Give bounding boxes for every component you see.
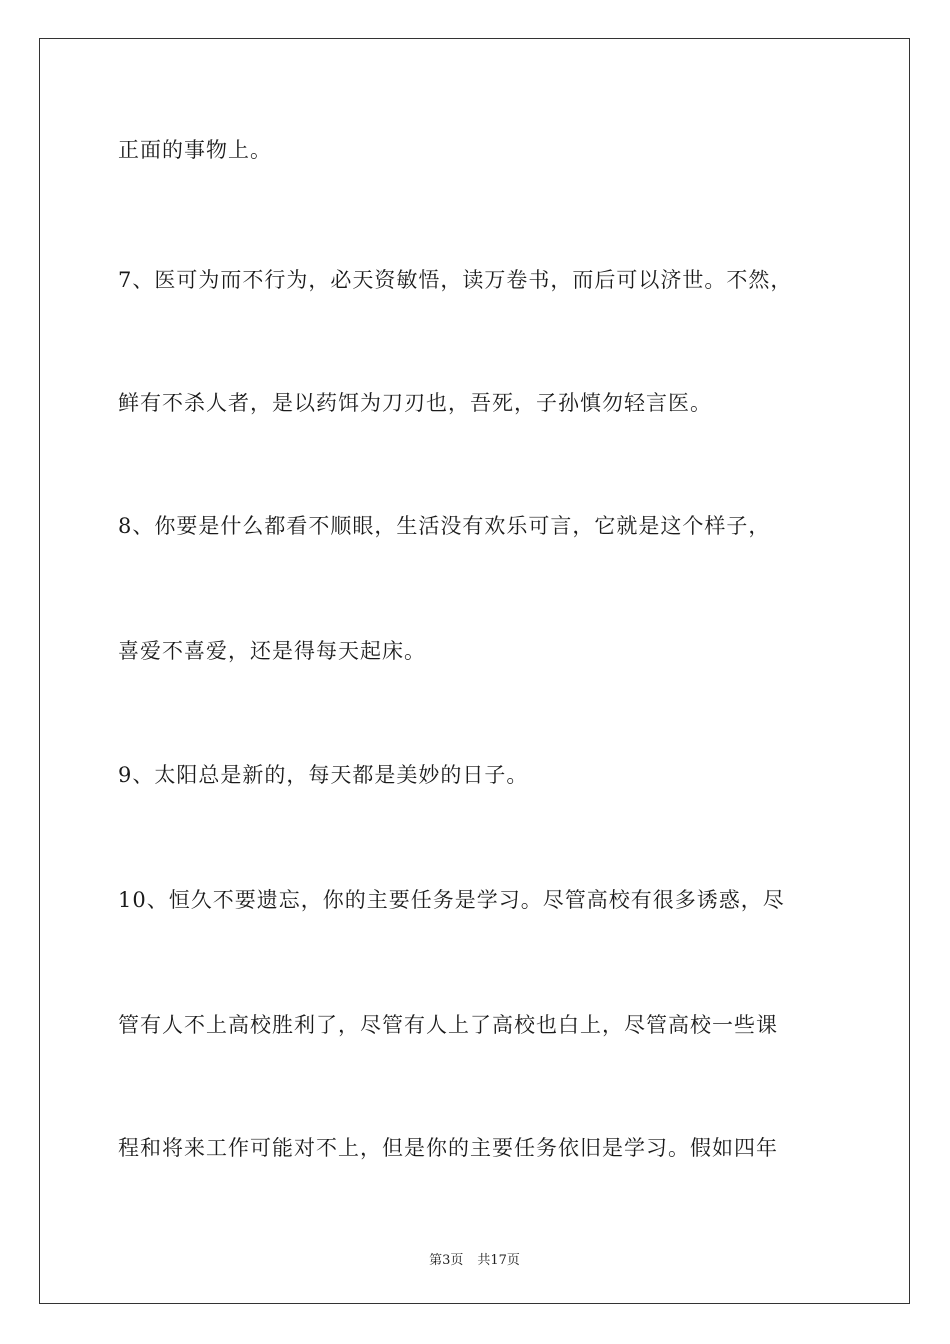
page-number: 第3页 (429, 1253, 464, 1268)
text-line: 10、恒久不要遗忘，你的主要任务是学习。尽管高校有很多诱惑，尽 (118, 888, 785, 912)
text-line: 9、太阳总是新的，每天都是美妙的日子。 (118, 763, 529, 787)
text-line: 正面的事物上。 (118, 138, 272, 162)
document-page (39, 38, 910, 1304)
page-total: 共17页 (477, 1253, 520, 1268)
text-line: 鲜有不杀人者，是以药饵为刀刃也，吾死，子孙慎勿轻言医。 (118, 391, 712, 415)
text-line: 7、医可为而不行为，必天资敏悟，读万卷书，而后可以济世。不然， (118, 268, 793, 292)
text-line: 程和将来工作可能对不上，但是你的主要任务依旧是学习。假如四年 (118, 1136, 778, 1160)
text-line: 8、你要是什么都看不顺眼，生活没有欢乐可言，它就是这个样子， (118, 514, 771, 538)
text-line: 管有人不上高校胜利了，尽管有人上了高校也白上，尽管高校一些课 (118, 1013, 778, 1037)
text-line: 喜爱不喜爱，还是得每天起床。 (118, 639, 426, 663)
page-footer (40, 1249, 909, 1268)
